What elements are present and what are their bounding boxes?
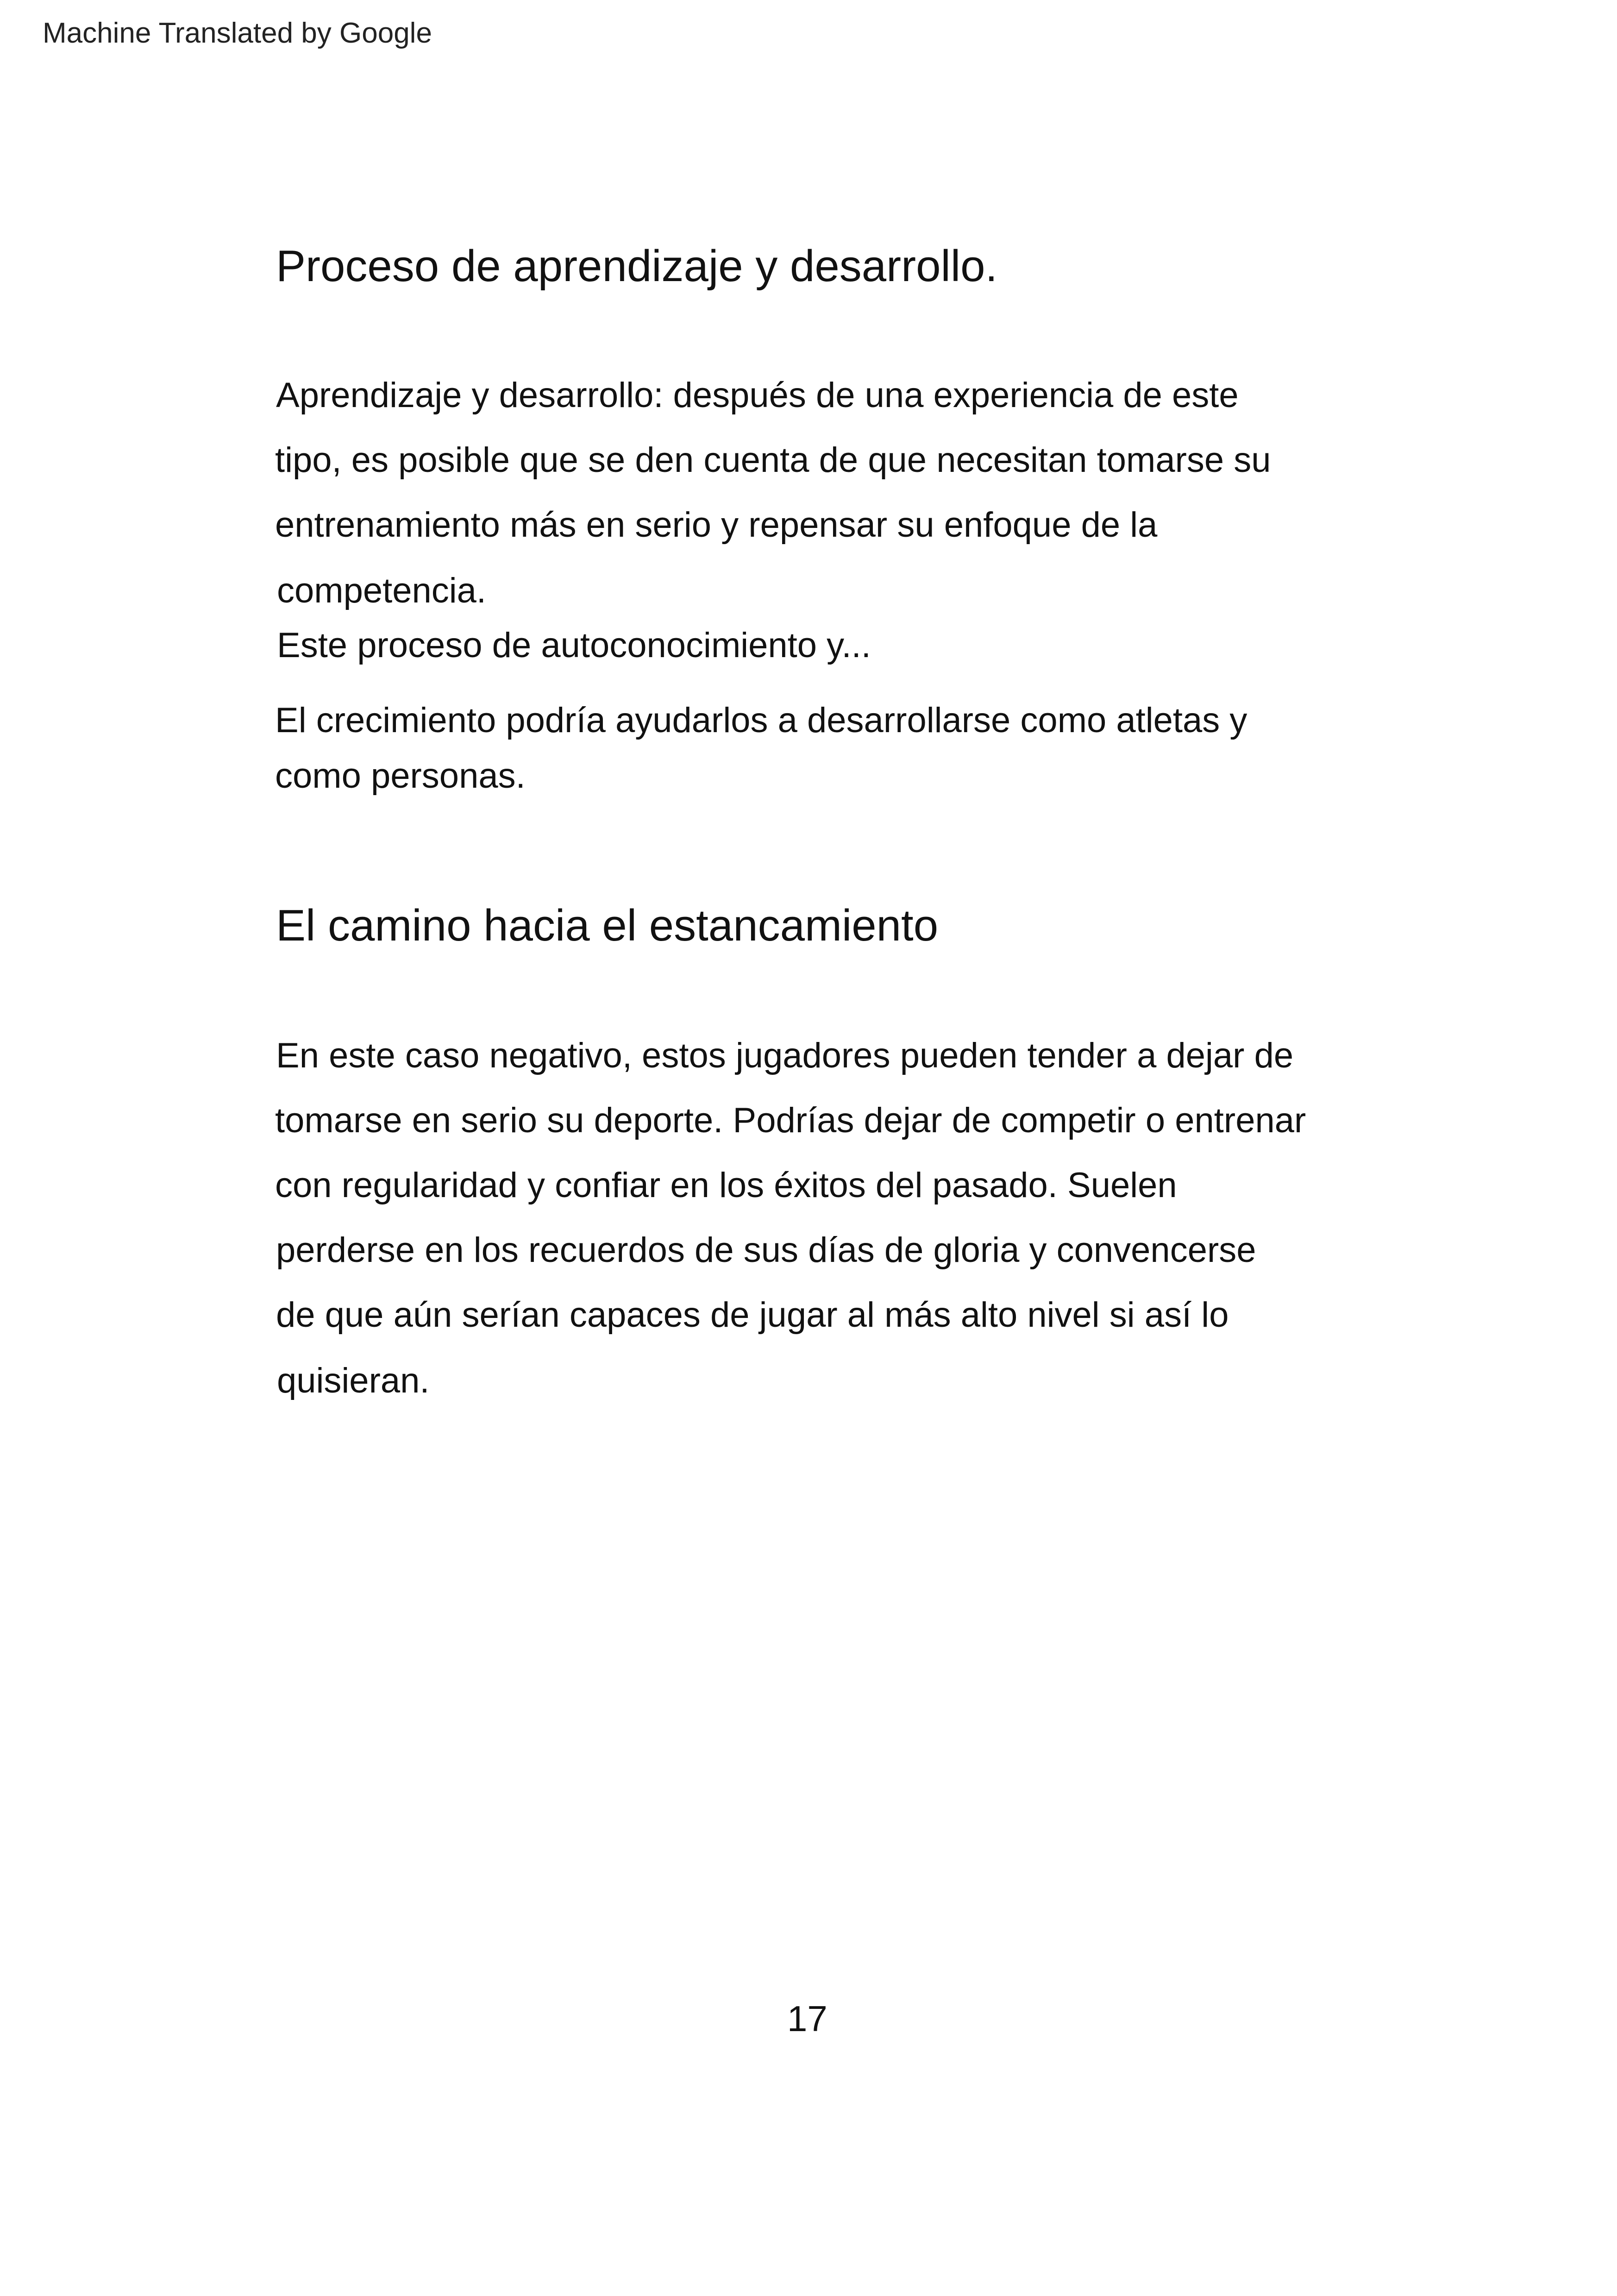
text-line: como personas.: [275, 756, 526, 796]
section-heading-stagnation: El camino hacia el estancamiento: [276, 901, 939, 950]
text-line: El crecimiento podría ayudarlos a desarrollarse como atletas y: [275, 701, 1247, 740]
text-line: perderse en los recuerdos de sus días de gloria y convencerse: [276, 1230, 1256, 1270]
section-heading-learning: Proceso de aprendizaje y desarrollo.: [276, 241, 998, 291]
page-number: 17: [787, 1998, 827, 2039]
text-line: En este caso negativo, estos jugadores pueden tender a dejar de: [276, 1036, 1294, 1075]
text-line: Aprendizaje y desarrollo: después de una experiencia de este: [276, 376, 1239, 415]
text-line: tomarse en serio su deporte. Podrías dejar de competir o entrenar: [275, 1101, 1306, 1140]
text-line: entrenamiento más en serio y repensar su enfoque de la: [275, 505, 1158, 545]
machine-translation-banner: Machine Translated by Google: [43, 17, 432, 49]
text-line: quisieran.: [277, 1361, 430, 1400]
text-line: tipo, es posible que se den cuenta de que necesitan tomarse su: [275, 440, 1271, 480]
text-line: Este proceso de autoconocimiento y...: [277, 626, 871, 665]
text-line: con regularidad y confiar en los éxitos del pasado. Suelen: [275, 1166, 1177, 1205]
text-line: competencia.: [277, 571, 487, 610]
text-line: de que aún serían capaces de jugar al más alto nivel si así lo: [276, 1295, 1229, 1335]
